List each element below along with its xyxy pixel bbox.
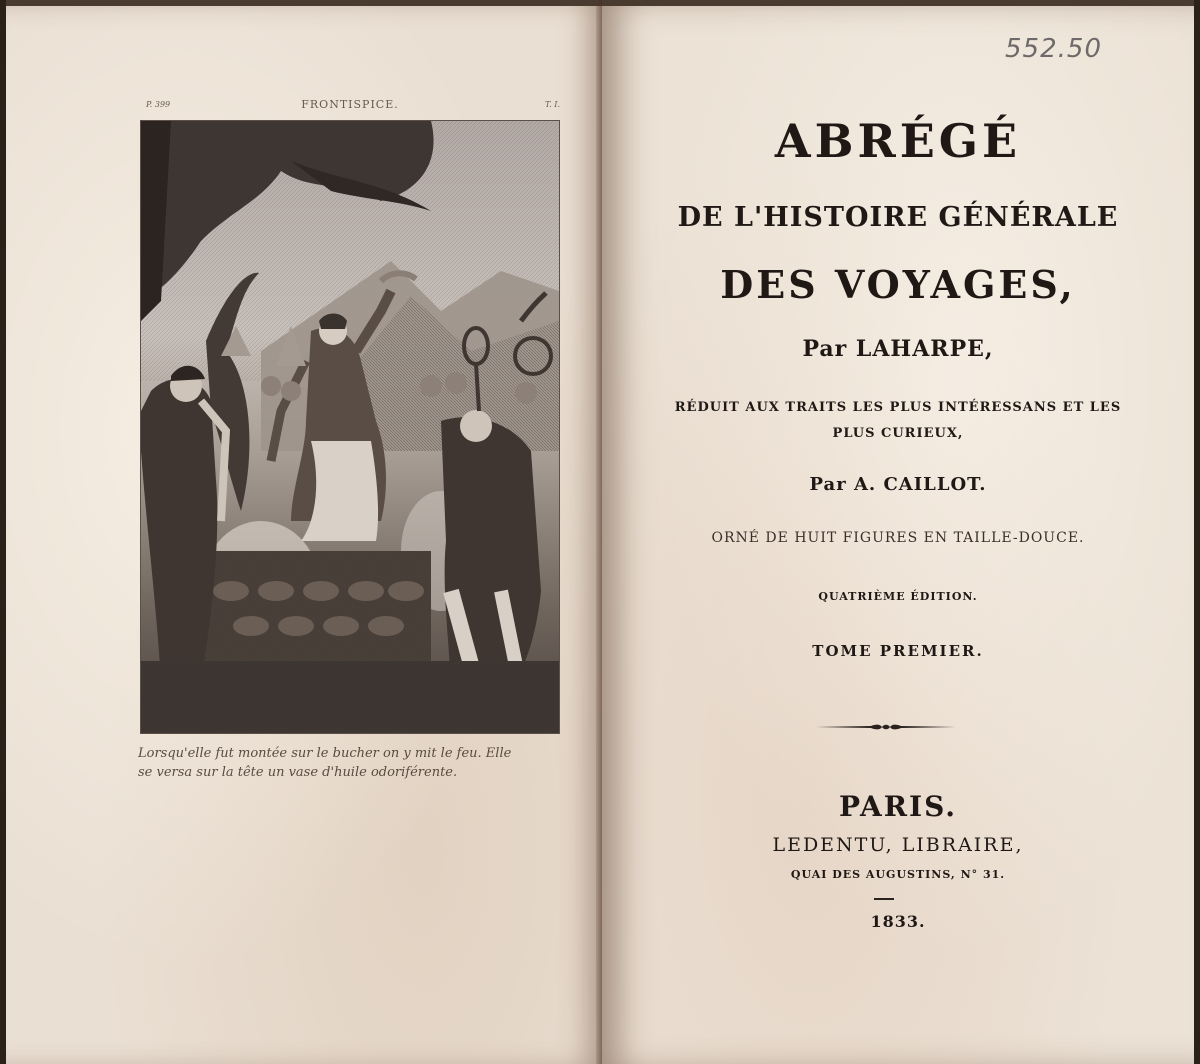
frontispiece-caption <box>138 744 568 782</box>
book-subtitle: DE L'HISTOIRE GÉNÉRALE <box>677 202 1119 233</box>
left-page-frontispiece <box>6 0 602 1064</box>
editor-line: Par A. CAILLOT. <box>809 474 987 495</box>
reduced-line-1: RÉDUIT AUX TRAITS LES PLUS INTÉRESSANS ET LES <box>674 400 1122 415</box>
book-title: ABRÉGÉ <box>774 114 1022 168</box>
plate-volume-ref: T. I. <box>545 100 560 109</box>
caption-line-1: Lorsqu'elle fut montée sur le bucher on y mit le feu. Elle <box>138 746 512 761</box>
plate-header <box>140 98 560 114</box>
publisher-name: LEDENTU, LIBRAIRE, <box>772 834 1024 856</box>
volume-line: TOME PREMIER. <box>812 642 984 660</box>
ornamental-rule <box>816 722 956 732</box>
author-line: Par LAHARPE, <box>802 336 994 362</box>
publisher-address: QUAI DES AUGUSTINS, N° 31. <box>790 868 1006 881</box>
frontispiece-engraving <box>140 120 560 734</box>
illustrations-line: ORNÉ DE HUIT FIGURES EN TAILLE-DOUCE. <box>711 530 1085 546</box>
book-subject: DES VOYAGES, <box>720 262 1076 307</box>
short-rule <box>874 898 894 900</box>
publication-city: PARIS. <box>838 790 958 823</box>
shelfmark-annotation: 552.50 <box>1005 34 1102 64</box>
publication-year: 1833. <box>870 912 926 931</box>
right-page-title <box>602 0 1194 1064</box>
plate-label: FRONTISPICE. <box>301 98 399 111</box>
plate-page-ref: P. 399 <box>146 100 171 109</box>
reduced-line-2: PLUS CURIEUX, <box>832 426 964 441</box>
engraving-illustration <box>141 121 559 733</box>
edition-line: QUATRIÈME ÉDITION. <box>818 590 978 603</box>
caption-line-2: se versa sur la tête un vase d'huile odoriférente. <box>138 765 458 780</box>
